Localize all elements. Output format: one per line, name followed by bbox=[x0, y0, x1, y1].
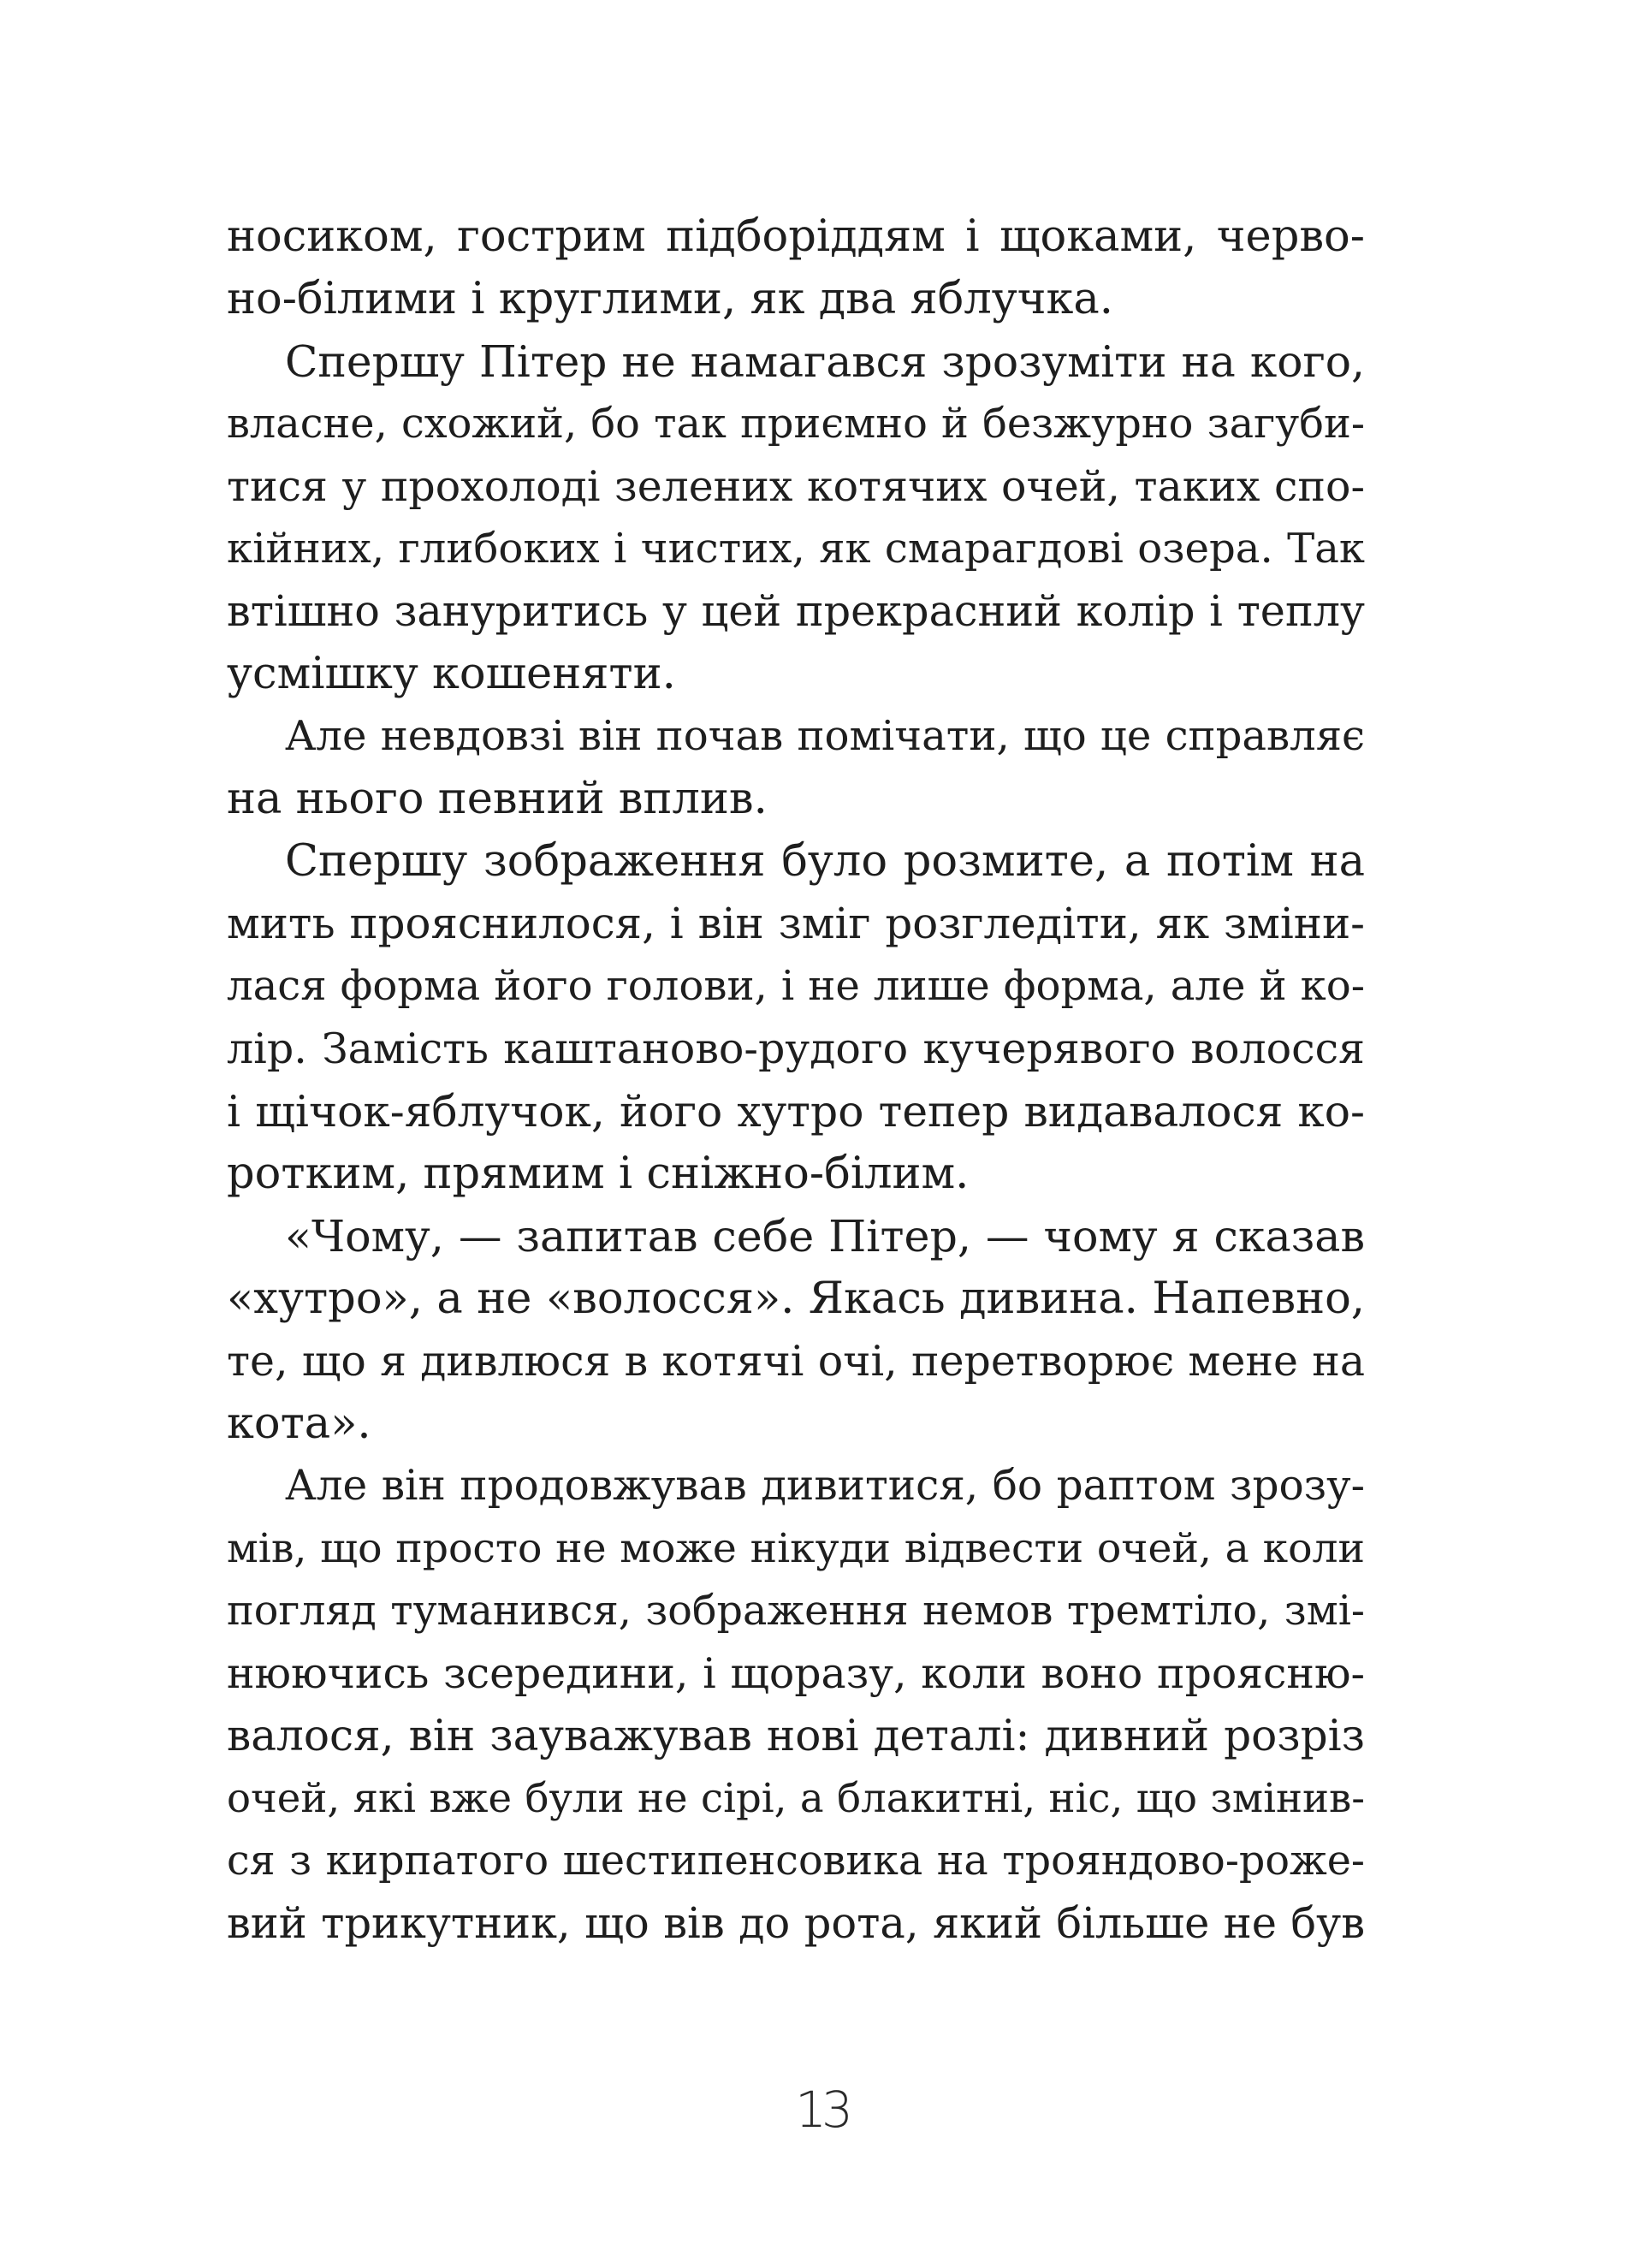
text-line: ся з кирпатого шестипенсовика на трояндово-роже- bbox=[227, 1838, 1365, 1885]
text-line: кота». bbox=[227, 1398, 371, 1449]
text-line: «хутро», а не «волосся». Якась дивина. Напевно, bbox=[227, 1274, 1365, 1324]
body-text bbox=[227, 205, 1365, 1955]
text-line: на нього певний вплив. bbox=[227, 774, 768, 824]
page-number: 13 bbox=[795, 2081, 848, 2139]
text-line: нюючись зсередини, і щоразу, коли воно проясню- bbox=[227, 1649, 1365, 1698]
text-line: лір. Замість каштаново-рудого кучерявого волосся bbox=[227, 1024, 1365, 1073]
text-line: но-білими і круглими, як два яблучка. bbox=[227, 274, 1113, 324]
text-line: Спершу Пітер не намагався зрозуміти на кого, bbox=[285, 336, 1365, 387]
text-line: Але невдовзі він почав помічати, що це справляє bbox=[285, 712, 1365, 760]
text-line: погляд туманився, зображення немов тремтіло, змі- bbox=[227, 1588, 1365, 1635]
text-line: носиком, гострим підборіддям і щоками, черво- bbox=[227, 211, 1365, 262]
text-line: вий трикутник, що вів до рота, який більше не був bbox=[227, 1898, 1365, 1948]
text-line: ротким, прямим і сніжно-білим. bbox=[227, 1149, 970, 1199]
text-line: валося, він зауважував нові деталі: дивний розріз bbox=[227, 1711, 1365, 1760]
text-line: «Чому, — запитав себе Пітер, — чому я сказав bbox=[285, 1211, 1365, 1262]
text-line: кійних, глибоких і чистих, як смарагдові озера. Так bbox=[227, 525, 1365, 573]
text-line: те, що я дивлюся в котячі очі, перетворює мене на bbox=[227, 1337, 1365, 1386]
text-line: Спершу зображення було розмите, а потім на bbox=[285, 836, 1365, 887]
text-line: усмішку кошеняти. bbox=[227, 649, 676, 699]
text-line: очей, які вже були не сірі, а блакитні, ніс, що змінив- bbox=[227, 1775, 1365, 1821]
text-line: Але він продовжував дивитися, бо раптом зрозу- bbox=[285, 1462, 1365, 1510]
text-line: і щічок-яблучок, його хутро тепер видавалося ко- bbox=[227, 1086, 1365, 1137]
text-line: мить прояснилося, і він зміг розгледіти, як зміни- bbox=[227, 899, 1365, 948]
text-line: втішно зануритись у цей прекрасний колір і теплу bbox=[227, 586, 1365, 636]
text-line: власне, схожий, бо так приємно й безжурно загуби- bbox=[227, 401, 1365, 448]
text-line: мів, що просто не може нікуди відвести очей, а коли bbox=[227, 1525, 1365, 1572]
text-line: тися у прохолоді зелених котячих очей, таких спо- bbox=[227, 462, 1365, 511]
text-line: лася форма його голови, і не лише форма, але й ко- bbox=[227, 962, 1365, 1010]
